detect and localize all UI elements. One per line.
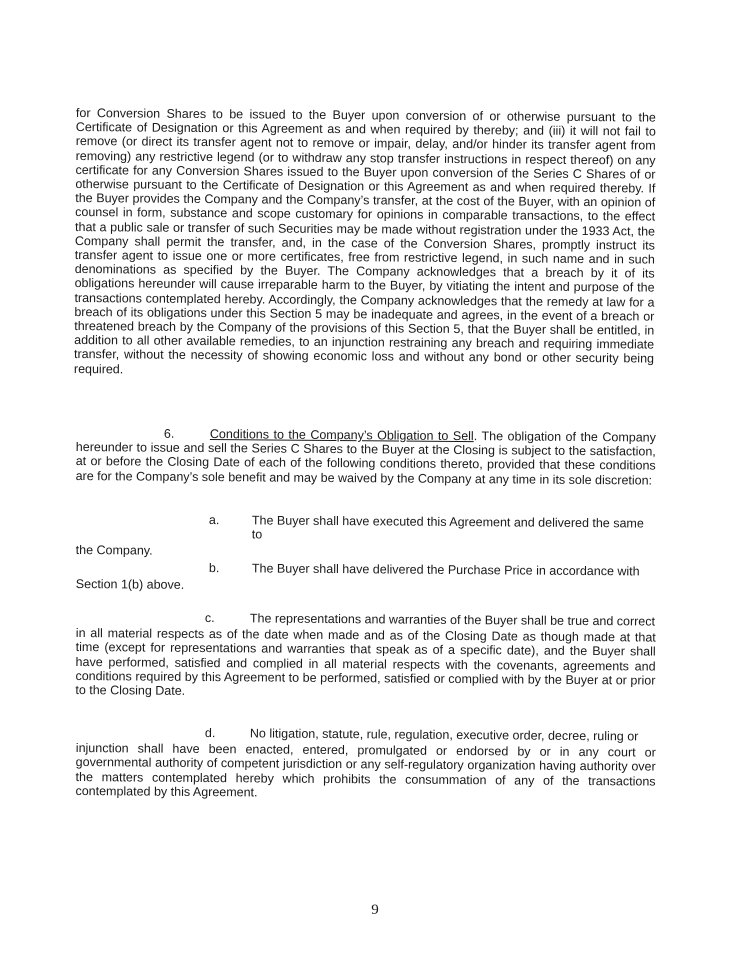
section-6-heading: Conditions to the Company’s Obligation to Sell [209, 427, 474, 444]
item-continuation: Section 1(b) above. [75, 577, 185, 593]
item-first-line: The representations and warranties of the Buyer shall be true and correct [249, 611, 656, 629]
item-label: c. [204, 611, 215, 626]
item-first-line: The Buyer shall have executed this Agreement and delivered the same to [251, 513, 644, 542]
item-first-line: No litigation, statute, rule, regulation, executive order, decree, ruling or [249, 726, 639, 744]
item-continuation: in all material respects as of the date when made and as of the Closing Date as though made at that time (except for representations and warranties that speak as of a specific date), and the Buyer shall have performed, satisfied and complied in all material respects with the covenants, agreements and conditions required by this Agreement to be performed, satisfied or complied with by the Buyer at or prior to the Closing Date. [75, 626, 656, 698]
section-6-number: 6. [163, 426, 175, 441]
page-number: 9 [371, 902, 379, 918]
item-label: a. [208, 513, 220, 528]
item-first-line: The Buyer shall have delivered the Purchase Price in accordance with [251, 561, 640, 579]
condition-item-d [75, 725, 656, 803]
item-label: b. [208, 561, 220, 576]
condition-item-c [75, 610, 656, 702]
section-6-body: . The obligation of the Company hereunder to issue and sell the Series C Shares to the Buyer at the Closing is subject to the satisfaction, at or before the Closing Date of each of the following conditions thereto, provided that these conditions are for the Company’s sole benefit and may be waived by the Company at any time in its sole discretion: [75, 429, 656, 488]
item-continuation: the Company. [75, 543, 153, 559]
section-6-paragraph [76, 426, 656, 487]
condition-item-a [76, 512, 656, 562]
item-continuation: injunction shall have been enacted, entered, promulgated or endorsed by or in any court or governmental authority of competent jurisdiction or any self-regulatory organization having authority over the matters contemplated hereby which prohibits the consummation of any of the transactions contemplated by this Agreement. [75, 741, 656, 800]
item-label: d. [204, 726, 216, 741]
condition-item-b [76, 560, 656, 596]
section-5-continuation-paragraph: for Conversion Shares to be issued to the Buyer upon conversion of or otherwise pursuant to the Certificate of Designation or this Agreement as and when required by thereby; and (iii) it will not fail to remove (or direct its transfer agent not to remove or impair, delay, and/or hinder its transfer agent from removing) any restrictive legend (or to withdraw any stop transfer instructions in respect thereof) on any certificate for any Conversion Shares issued to the Buyer upon conversion of the Series C Shares of or otherwise pursuant to the Certificate of Designation or this Agreement as and when required thereby. If the Buyer provides the Company and the Company’s transfer, at the cost of the Buyer, with an opinion of counsel in form, substance and scope customary for opinions in comparable transactions, to the effect that a public sale or transfer of such Securities may be made without registration under the 1933 Act, the Company shall permit the transfer, and, in the case of the Conversion Shares, promptly instruct its transfer agent to issue one or more certificates, free from restrictive legend, in such name and in such denominations as specified by the Buyer. The Company acknowledges that a breach by it of its obligations hereunder will cause irreparable harm to the Buyer, by vitiating the intent and purpose of the transactions contemplated hereby. Accordingly, the Company acknowledges that the remedy at law for a breach of its obligations under this Section 5 may be inadequate and agrees, in the event of a breach or threatened breach by the Company of the provisions of this Section 5, that the Buyer shall be entitled, in addition to all other available remedies, to an injunction restraining any breach and requiring immediate transfer, without the necessity of showing economic loss and without any bond or other security being required. [73, 106, 656, 377]
